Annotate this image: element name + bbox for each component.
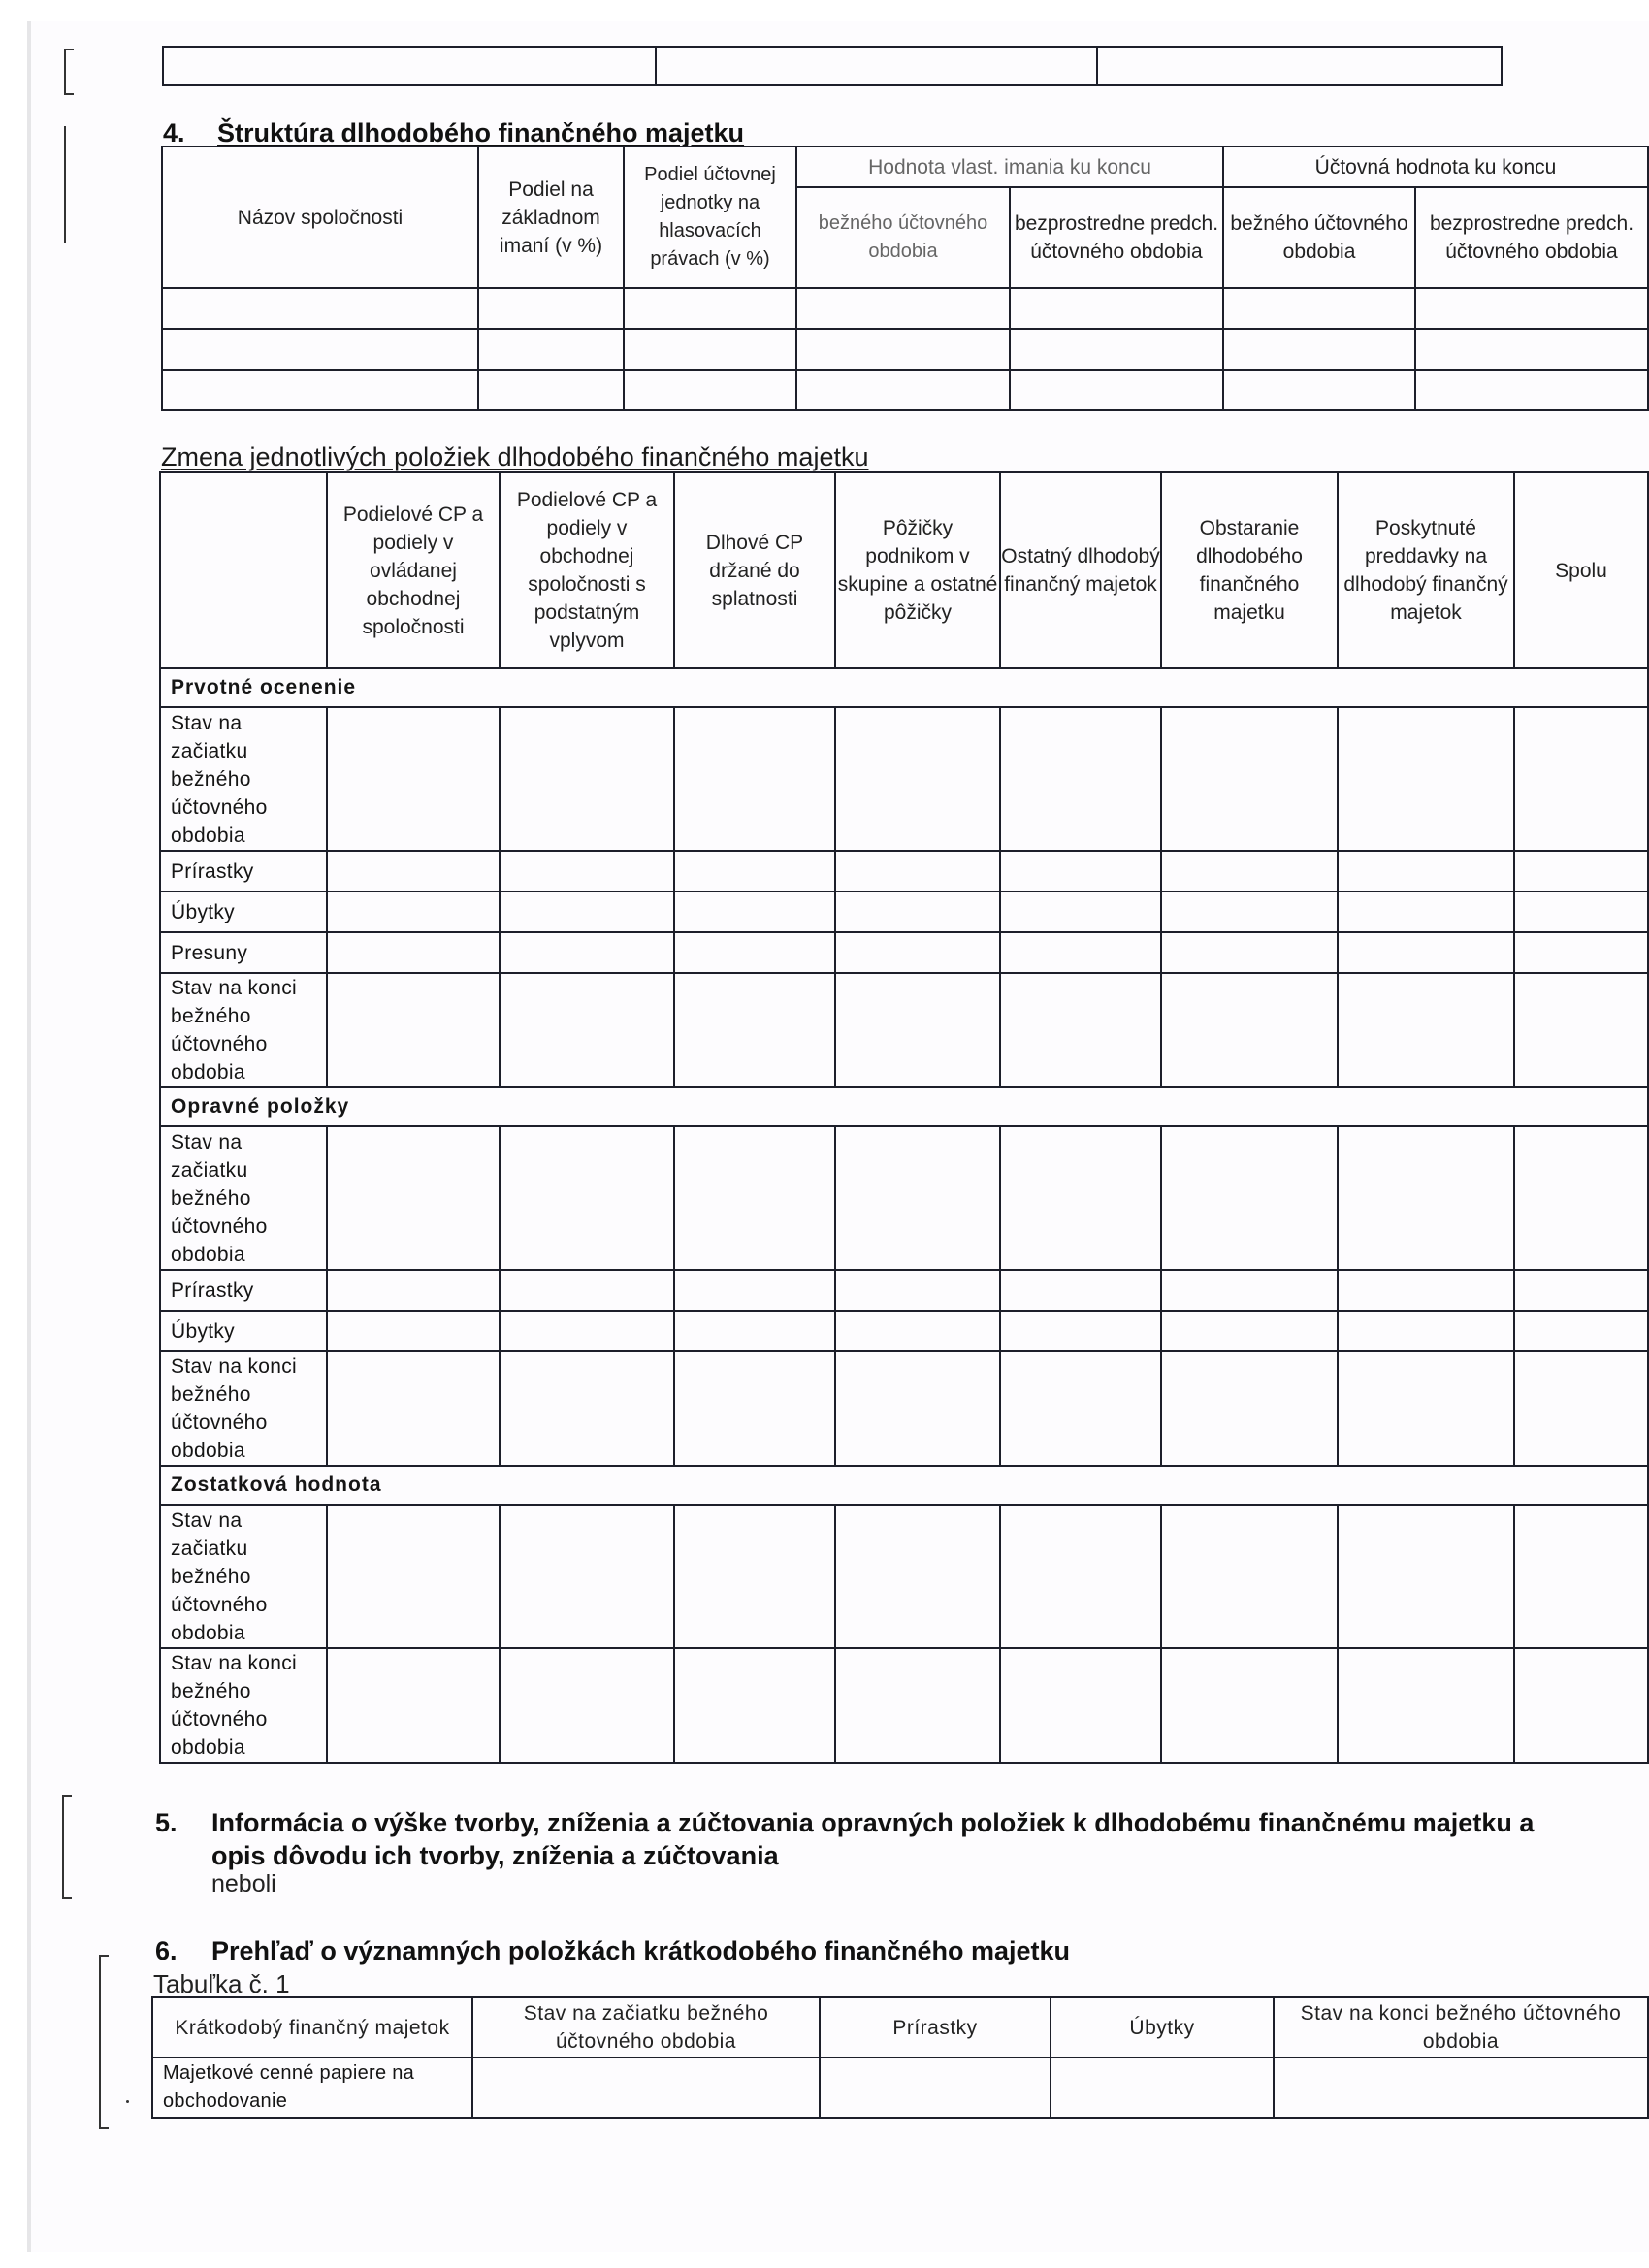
changes-table [159, 471, 1649, 1764]
cell[interactable] [327, 707, 500, 851]
col-equity-current: bežného účtovného obdobia [796, 187, 1010, 288]
cell[interactable] [327, 891, 500, 932]
cell[interactable] [674, 1351, 835, 1466]
cell[interactable] [1274, 2057, 1648, 2118]
cell[interactable] [1338, 1648, 1514, 1763]
cell[interactable] [1338, 1126, 1514, 1270]
table-row [160, 1270, 1648, 1311]
col-advances: Poskytnuté preddavky na dlhodobý finančný majetok [1338, 472, 1514, 668]
cell[interactable] [500, 1126, 674, 1270]
cell[interactable] [1338, 1351, 1514, 1466]
cell[interactable] [500, 891, 674, 932]
col-acquisition: Obstaranie dlhodobého finančného majetku [1161, 472, 1338, 668]
cell[interactable] [1338, 973, 1514, 1087]
cell[interactable] [1161, 851, 1338, 891]
cell[interactable] [835, 1351, 1000, 1466]
cell[interactable] [835, 1311, 1000, 1351]
cell[interactable] [1000, 973, 1161, 1087]
cell[interactable] [1514, 1311, 1648, 1351]
cell[interactable] [1338, 1505, 1514, 1648]
cell[interactable] [820, 2057, 1051, 2118]
cell[interactable] [327, 1311, 500, 1351]
cell[interactable] [1000, 1270, 1161, 1311]
cell[interactable] [500, 1648, 674, 1763]
cell[interactable] [835, 1126, 1000, 1270]
cell[interactable] [500, 1311, 674, 1351]
cell[interactable] [1161, 1648, 1338, 1763]
cell[interactable] [796, 288, 1010, 329]
cell[interactable] [1514, 932, 1648, 973]
cell[interactable] [327, 1270, 500, 1311]
cell[interactable] [1338, 1311, 1514, 1351]
col-row-label [160, 472, 327, 668]
cell[interactable] [327, 1126, 500, 1270]
row-label: Majetkové cenné papiere na obchodovanie [152, 2057, 472, 2118]
row-label: Prírastky [160, 851, 327, 891]
cell[interactable] [162, 288, 478, 329]
table-row [160, 932, 1648, 973]
cell[interactable] [327, 973, 500, 1087]
cell[interactable] [1338, 707, 1514, 851]
cell[interactable] [674, 1505, 835, 1648]
cell[interactable] [1514, 1351, 1648, 1466]
cell[interactable] [1000, 932, 1161, 973]
table-row [160, 1505, 1648, 1648]
cell[interactable] [1000, 1648, 1161, 1763]
cell[interactable] [835, 707, 1000, 851]
cell[interactable] [835, 1270, 1000, 1311]
cell[interactable] [1000, 1505, 1161, 1648]
cell[interactable] [1161, 932, 1338, 973]
cell[interactable] [796, 329, 1010, 370]
cell[interactable] [1161, 1311, 1338, 1351]
cell[interactable] [500, 1270, 674, 1311]
col-company-name: Názov spoločnosti [162, 146, 478, 288]
cell[interactable] [478, 370, 624, 410]
cell[interactable] [1338, 932, 1514, 973]
cell[interactable] [674, 707, 835, 851]
row-label: Stav na konci bežného účtovného obdobia [160, 973, 327, 1087]
col-loans: Pôžičky podnikom v skupine a ostatné pôžičky [835, 472, 1000, 668]
page-edge [27, 21, 31, 2252]
cell[interactable] [1000, 851, 1161, 891]
col-start-balance: Stav na začiatku bežného účtovného obdobia [472, 1997, 820, 2057]
col-significant-influence-shares: Podielové CP a podiely v obchodnej spoločnosti s podstatným vplyvom [500, 472, 674, 668]
cell[interactable] [674, 851, 835, 891]
cell[interactable] [500, 1351, 674, 1466]
cell[interactable] [1000, 1126, 1161, 1270]
table-row [160, 1648, 1648, 1763]
cell[interactable] [674, 1270, 835, 1311]
changes-title: Zmena jednotlivých položiek dlhodobého finančného majetku [161, 442, 869, 471]
table-row [160, 1311, 1648, 1351]
table-row [160, 1126, 1648, 1270]
cell[interactable] [1514, 1270, 1648, 1311]
top-cell[interactable] [656, 47, 1097, 85]
cell[interactable] [500, 707, 674, 851]
cell[interactable] [1338, 851, 1514, 891]
section-5-title: 5. Informácia o výške tvorby, zníženia a zúčtovania opravných položiek k dlhodobému finančnému majetku a opis dôvodu ich tvorby, zníženia a zúčtovania [155, 1808, 1535, 1870]
changes-header-row [160, 472, 1648, 668]
cell[interactable] [674, 1311, 835, 1351]
cell[interactable] [327, 932, 500, 973]
cell[interactable] [1514, 891, 1648, 932]
cell[interactable] [500, 1505, 674, 1648]
cell[interactable] [1514, 973, 1648, 1087]
cell[interactable] [1051, 2057, 1274, 2118]
cell[interactable] [835, 932, 1000, 973]
cell[interactable] [1514, 1648, 1648, 1763]
cell[interactable] [327, 851, 500, 891]
cell[interactable] [624, 370, 796, 410]
row-label: Stav na začiatku bežného účtovného obdobia [160, 1505, 327, 1648]
cell[interactable] [1223, 288, 1415, 329]
cell[interactable] [1161, 1351, 1338, 1466]
cell[interactable] [835, 891, 1000, 932]
cell[interactable] [796, 370, 1010, 410]
cell[interactable] [1010, 288, 1223, 329]
cell[interactable] [835, 851, 1000, 891]
cell[interactable] [1415, 370, 1648, 410]
top-remnant-table [162, 46, 1503, 86]
cell[interactable] [478, 288, 624, 329]
table-row [160, 973, 1648, 1087]
cell[interactable] [1010, 329, 1223, 370]
cell[interactable] [1514, 1505, 1648, 1648]
cell[interactable] [478, 329, 624, 370]
table-row [162, 288, 1648, 329]
section-5-answer: neboli [211, 1870, 276, 1897]
table-row [162, 329, 1648, 370]
col-book-group: Účtovná hodnota ku koncu [1223, 146, 1648, 187]
col-debt-securities: Dlhové CP držané do splatnosti [674, 472, 835, 668]
cell[interactable] [835, 1648, 1000, 1763]
row-label: Stav na začiatku bežného účtovného obdobia [160, 1126, 327, 1270]
cell[interactable] [1514, 851, 1648, 891]
margin-bracket [99, 1955, 109, 2129]
cell[interactable] [1000, 891, 1161, 932]
margin-bracket [64, 49, 74, 95]
col-additions: Prírastky [820, 1997, 1051, 2057]
margin-tick [64, 126, 66, 243]
margin-dot [126, 2100, 129, 2103]
col-total: Spolu [1514, 472, 1648, 668]
col-share-capital: Podiel na základnom imaní (v %) [478, 146, 624, 288]
cell[interactable] [327, 1648, 500, 1763]
cell[interactable] [674, 1648, 835, 1763]
col-end-balance: Stav na konci bežného účtovného obdobia [1274, 1997, 1648, 2057]
cell[interactable] [1000, 1311, 1161, 1351]
cell[interactable] [1010, 370, 1223, 410]
cell[interactable] [327, 1505, 500, 1648]
cell[interactable] [1161, 1270, 1338, 1311]
cell[interactable] [1415, 329, 1648, 370]
cell[interactable] [1338, 891, 1514, 932]
margin-bracket [62, 1795, 72, 1899]
cell[interactable] [500, 973, 674, 1087]
top-cell[interactable] [1097, 47, 1502, 85]
cell[interactable] [1338, 1270, 1514, 1311]
cell[interactable] [472, 2057, 820, 2118]
cell[interactable] [674, 973, 835, 1087]
cell[interactable] [500, 932, 674, 973]
cell[interactable] [835, 973, 1000, 1087]
cell[interactable] [1161, 973, 1338, 1087]
table-row [160, 707, 1648, 851]
col-controlled-shares: Podielové CP a podiely v ovládanej obchodnej spoločnosti [327, 472, 500, 668]
cell[interactable] [624, 329, 796, 370]
group-header-row [160, 1466, 1648, 1505]
cell[interactable] [1223, 370, 1415, 410]
cell[interactable] [674, 891, 835, 932]
row-label: Prírastky [160, 1270, 327, 1311]
cell[interactable] [1161, 707, 1338, 851]
row-label: Úbytky [160, 1311, 327, 1351]
table-row [162, 370, 1648, 410]
cell[interactable] [674, 932, 835, 973]
cell[interactable] [1223, 329, 1415, 370]
section-4-title: 4. Štruktúra dlhodobého finančného majetku [163, 118, 745, 147]
cell[interactable] [162, 329, 478, 370]
cell[interactable] [835, 1505, 1000, 1648]
cell[interactable] [327, 1351, 500, 1466]
cell[interactable] [1161, 891, 1338, 932]
group-header-row [160, 668, 1648, 707]
cell[interactable] [1514, 707, 1648, 851]
cell[interactable] [1161, 1505, 1338, 1648]
col-equity-previous: bezprostredne predch. účtovného obdobia [1010, 187, 1223, 288]
top-cell[interactable] [163, 47, 656, 85]
row-label: Stav na konci bežného účtovného obdobia [160, 1351, 327, 1466]
group-label: Zostatková hodnota [160, 1466, 1648, 1505]
table-row [160, 851, 1648, 891]
row-label: Stav na začiatku bežného účtovného obdobia [160, 707, 327, 851]
row-label: Úbytky [160, 891, 327, 932]
col-disposals: Úbytky [1051, 1997, 1274, 2057]
col-equity-group: Hodnota vlast. imania ku koncu [796, 146, 1223, 187]
table-row [160, 1351, 1648, 1466]
col-book-previous: bezprostredne predch. účtovného obdobia [1415, 187, 1648, 288]
cell[interactable] [500, 851, 674, 891]
table-caption: Tabuľka č. 1 [153, 1969, 290, 1998]
cell[interactable] [1161, 1126, 1338, 1270]
cell[interactable] [162, 370, 478, 410]
group-label: Opravné položky [160, 1087, 1648, 1126]
cell[interactable] [1415, 288, 1648, 329]
table-row [160, 891, 1648, 932]
row-label: Presuny [160, 932, 327, 973]
section-6-title: 6. Prehľaď o významných položkách krátkodobého finančného majetku [155, 1936, 1071, 1965]
cell[interactable] [1000, 707, 1161, 851]
col-voting-rights: Podiel účtovnej jednotky na hlasovacích právach (v %) [624, 146, 796, 288]
short-term-assets-table [151, 1996, 1649, 2119]
col-asset: Krátkodobý finančný majetok [152, 1997, 472, 2057]
col-book-current: bežného účtovného obdobia [1223, 187, 1415, 288]
cell[interactable] [624, 288, 796, 329]
row-label: Stav na konci bežného účtovného obdobia [160, 1648, 327, 1763]
cell[interactable] [1000, 1351, 1161, 1466]
cell[interactable] [674, 1126, 835, 1270]
col-other-financial-assets: Ostatný dlhodobý finančný majetok [1000, 472, 1161, 668]
cell[interactable] [1514, 1126, 1648, 1270]
table-row [152, 2057, 1648, 2118]
structure-table [161, 146, 1649, 411]
group-label: Prvotné ocenenie [160, 668, 1648, 707]
group-header-row [160, 1087, 1648, 1126]
